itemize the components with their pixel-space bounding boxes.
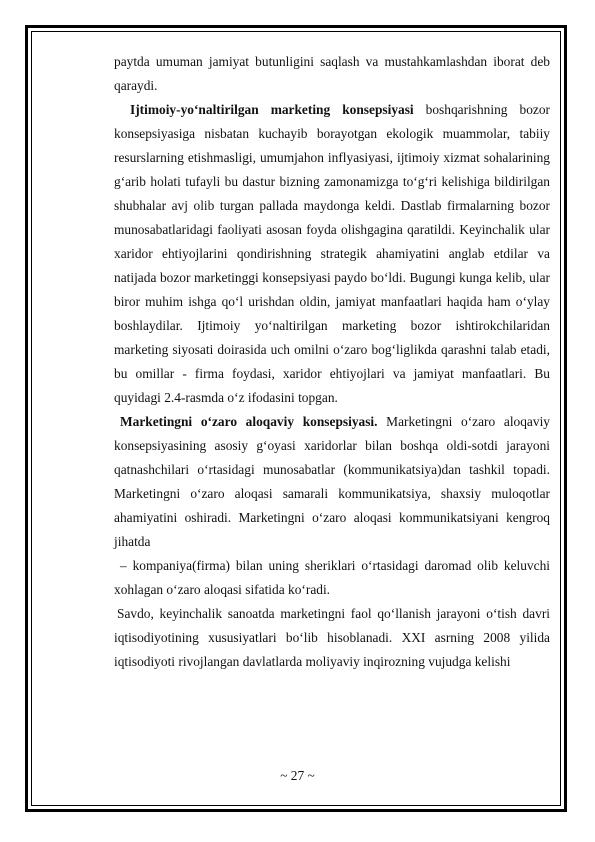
paragraph-social-marketing [114,98,550,410]
paragraph-text: boshqarishning bozor konsepsiyasiga nisbatan kuchayib borayotgan ekologik muammolar, tabiiy resurslarning etishmasligi, umumjahon inflyasiyasi, ijtimoiy xizmat sohalarining g‘arib holati tufayli bu dastur bizning zamonamizga to‘g‘ri kelishiga bildirilgan shubhalar avj olib turgan pallada maydonga keldi. Dastlab firmalarning bozor munosabatlaridagi faoliyati asosan foyda olishgagina qaratildi. Keyinchalik ular xaridor ehtiyojlarini qondirishning strategik ahamiyatini anglab etdilar va natijada bozor marketinggi konsepsiyasi paydo bo‘ldi. Bugungi kunga kelib, ular biror muhim ishga qo‘l urishdan oldin, jamiyat manfaatlari haqida ham o‘ylay boshlaydilar. Ijtimoiy yo‘naltirilgan marketing bozor ishtirokchilaridan marketing siyosati doirasida uch omilni o‘zaro bog‘liglikda qarashni talab etadi, bu omillar - firma foydasi, xaridor ehtiyojlari va jamiyat manfaatlari. Bu quyidagi 2.4-rasmda o‘z ifodasini topgan. [114,102,550,405]
paragraph-text: Savdo, keyinchalik sanoatda marketingni faol qo‘llanish jarayoni o‘tish davri iqtisodiyotining xususiyatlari bo‘lib hisoblanadi. XXI asrning 2008 yilida iqtisodiyoti rivojlangan davlatlarda moliyaviy inqirozning vujudga kelishi [114,606,550,669]
paragraph-trade-industry [114,602,550,674]
paragraph-text: Marketingni o‘zaro aloqaviy konsepsiyasining asosiy g‘oyasi xaridorlar bilan boshqa oldi-sotdi jarayoni qatnashchilari o‘rtasidagi munosabatlar (kommunikatsiya)dan tashkil topadi. Marketingni o‘zaro aloqasi samarali kommunikatsiya, shaxsiy muloqotlar ahamiyatini oshiradi. Marketingni o‘zaro aloqasi kommunikatsiyani kengroq jihatda [114,414,550,549]
page-body [114,50,550,674]
paragraph-company-partners [114,554,550,602]
paragraph-continuation [114,50,550,98]
paragraph-text: – kompaniya(firma) bilan uning sheriklari o‘rtasidagi daromad olib keluvchi xohlagan o‘zaro aloqasi sifatida ko‘radi. [114,558,550,597]
paragraph-text: paytda umuman jamiyat butunligini saqlash va mustahkamlashdan iborat deb qaraydi. [114,54,550,93]
paragraph-heading: Ijtimoiy-yo‘naltirilgan marketing konsepsiyasi [130,102,414,117]
page-number: ~ 27 ~ [280,768,315,783]
paragraph-heading: Marketingni o‘zaro aloqaviy konsepsiyasi. [120,414,378,429]
paragraph-relationship-marketing [114,410,550,554]
